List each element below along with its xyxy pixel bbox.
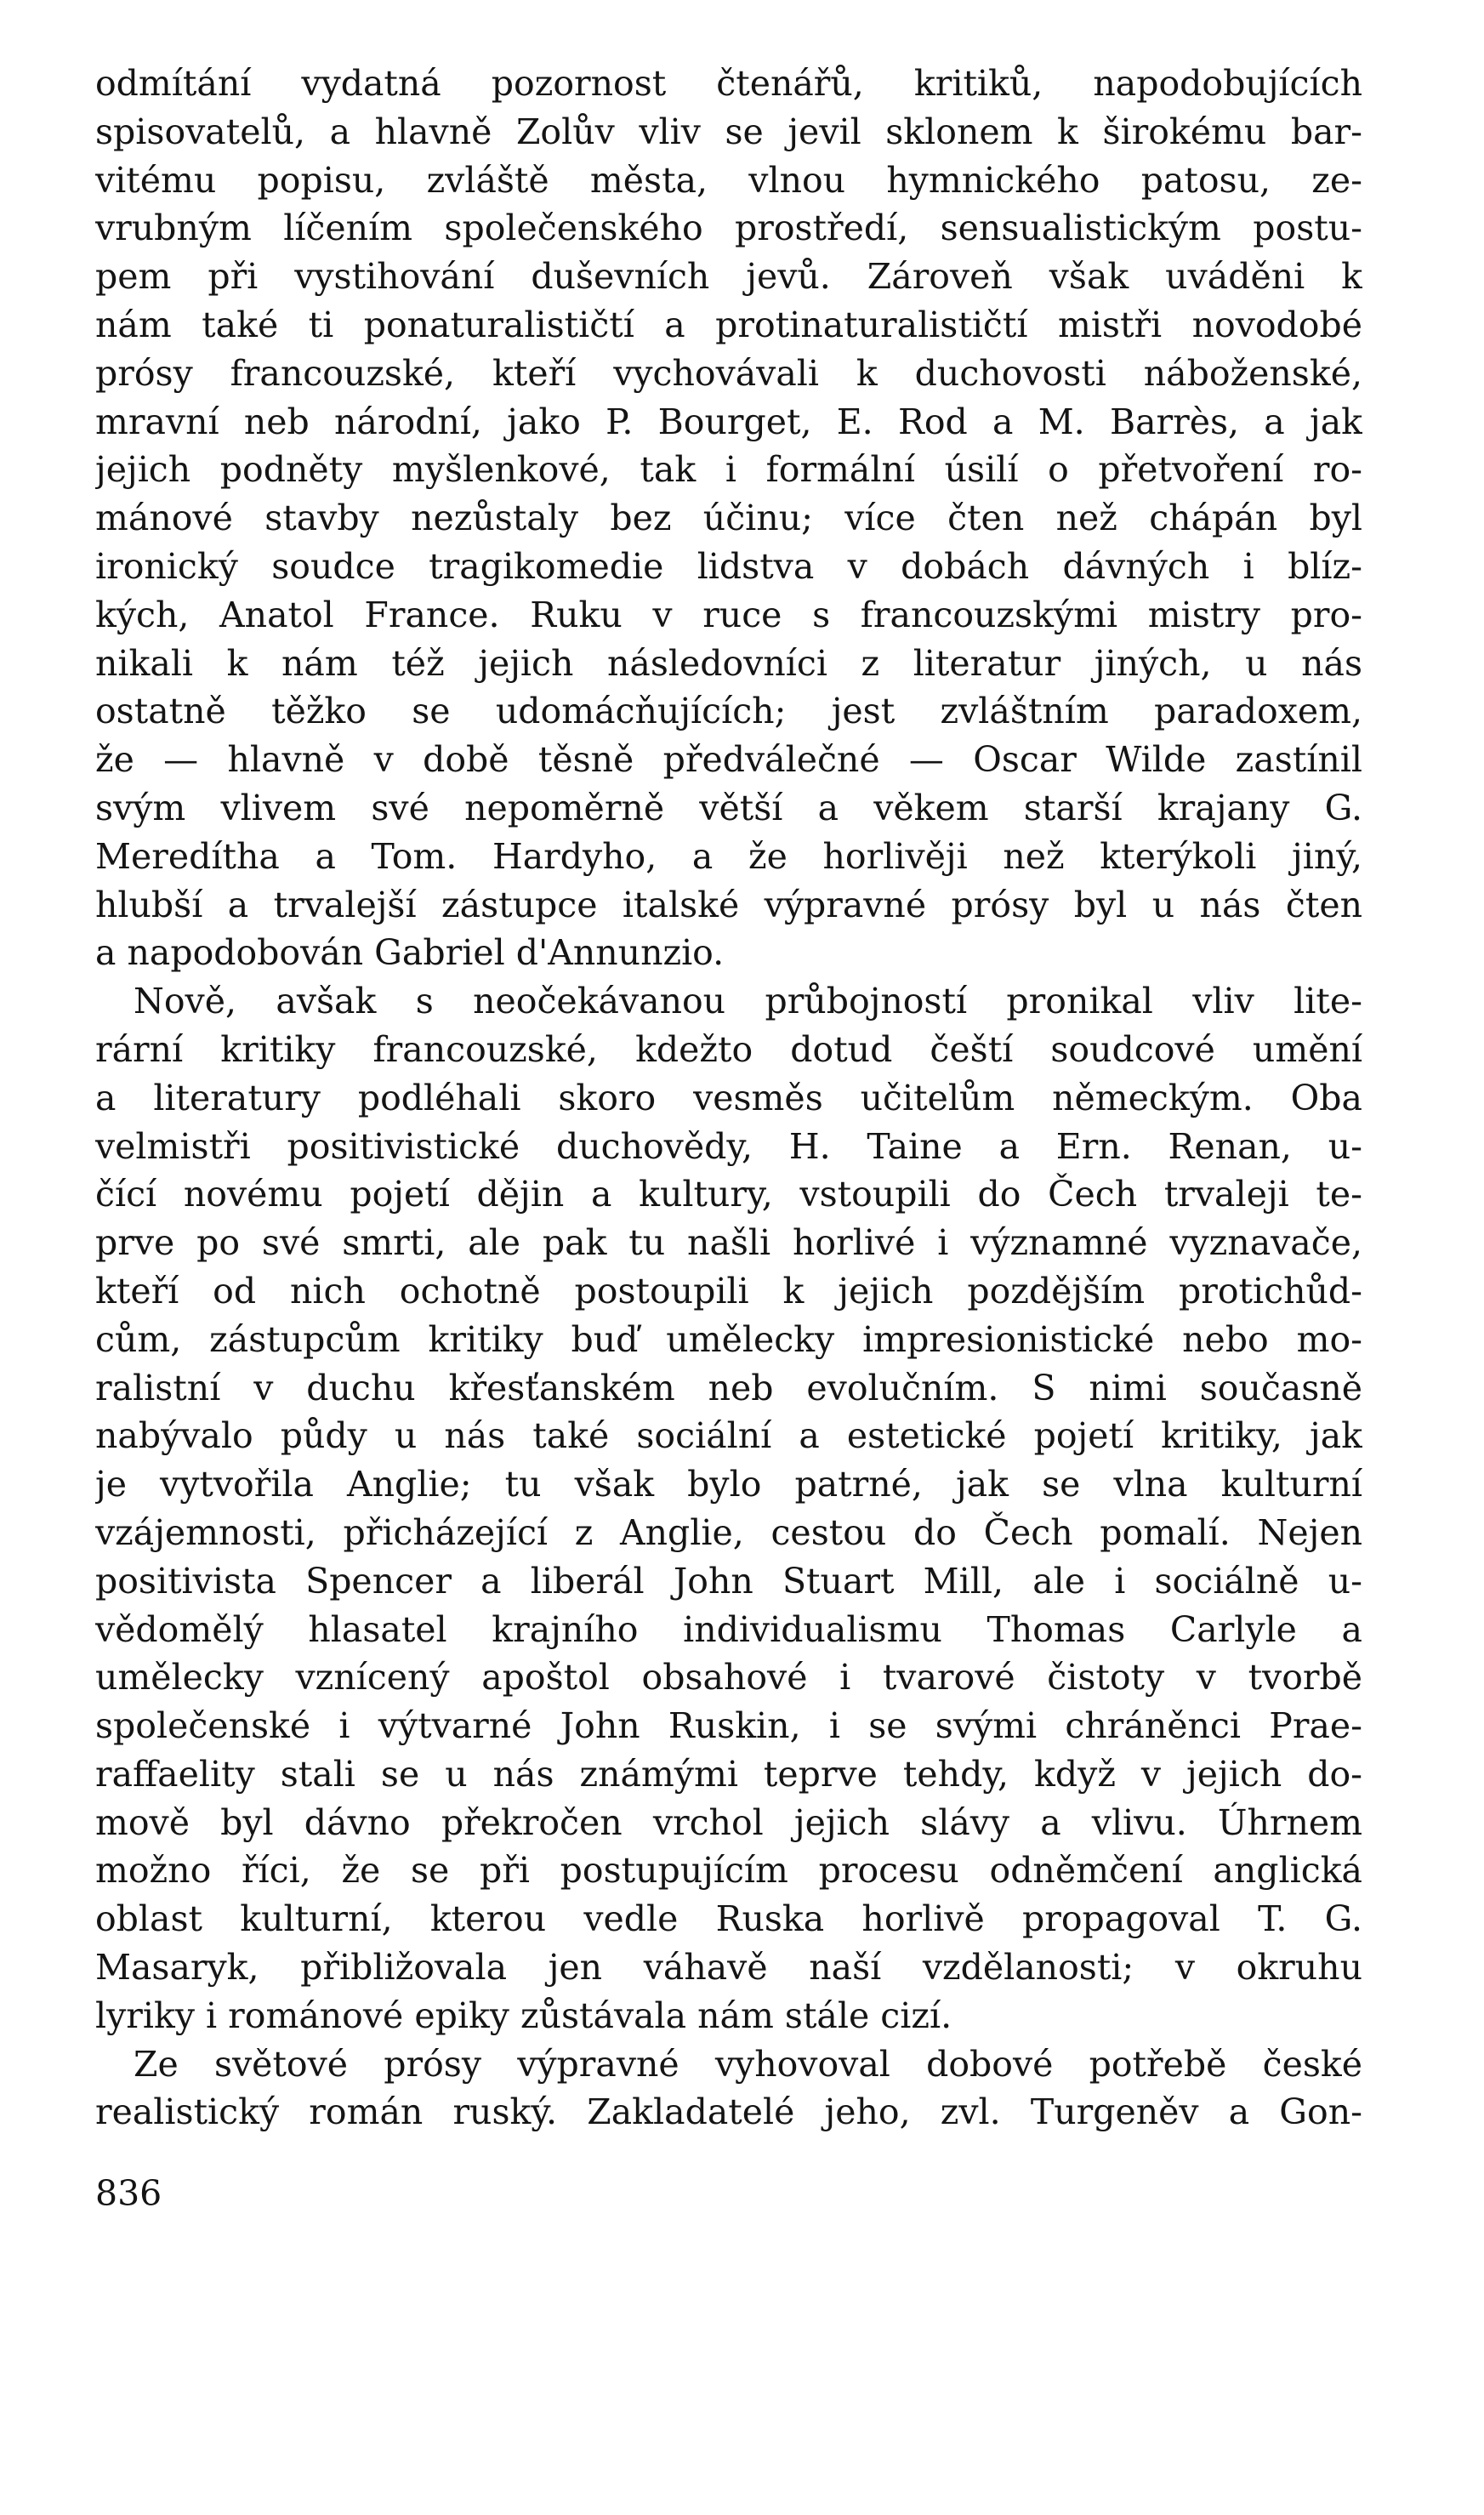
text-line: Masaryk, přibližovala jen váhavě naší vzdělanosti; v okruhu xyxy=(95,1947,1362,1989)
text-line: oblast kulturní, kterou vedle Ruska horlivě propagoval T. G. xyxy=(95,1898,1362,1940)
text-line: ralistní v duchu křesťanském neb evolučním. S nimi současně xyxy=(95,1367,1362,1408)
text-line: cům, zástupcům kritiky buď umělecky impresionistické nebo mo- xyxy=(95,1318,1362,1360)
paragraph-3 xyxy=(95,2040,1362,2137)
text-line: umělecky vznícený apoštol obsahové i tvarové čistoty v tvorbě xyxy=(95,1657,1362,1698)
text-line: nikali k nám též jejich následovníci z literatur jiných, u nás xyxy=(95,642,1362,684)
text-line: vrubným líčením společenského prostředí, sensualistickým postu- xyxy=(95,208,1362,249)
page-body xyxy=(95,60,1362,2137)
text-line: pem při vystihování duševních jevů. Zároveň však uváděni k xyxy=(95,256,1362,298)
text-line: je vytvořila Anglie; tu však bylo patrné, jak se vlna kulturní xyxy=(95,1464,1362,1505)
text-line: Nově, avšak s neočekávanou průbojností pronikal vliv lite- xyxy=(134,981,1362,1022)
text-line: jejich podněty myšlenkové, tak i formální úsilí o přetvoření ro- xyxy=(95,449,1362,491)
text-line: mově byl dávno překročen vrchol jejich slávy a vlivu. Úhrnem xyxy=(95,1801,1362,1843)
text-line: hlubší a trvalejší zástupce italské výpravné prósy byl u nás čten xyxy=(95,884,1362,925)
text-line: Meredítha a Tom. Hardyho, a že horlivěji než kterýkoli jiný, xyxy=(95,835,1362,877)
text-line: ironický soudce tragikomedie lidstva v dobách dávných i blíz- xyxy=(95,545,1362,587)
text-line: a literatury podléhali skoro vesměs učitelům německým. Oba xyxy=(95,1077,1362,1118)
text-line: vzájemnosti, přicházející z Anglie, cestou do Čech pomalí. Nejen xyxy=(95,1511,1362,1553)
text-line: realistický román ruský. Zakladatelé jeho, zvl. Turgeněv a Gon- xyxy=(95,2091,1362,2133)
text-line: prósy francouzské, kteří vychovávali k duchovosti náboženské, xyxy=(95,352,1362,394)
text-line: vědomělý hlasatel krajního individualismu Thomas Carlyle a xyxy=(95,1608,1362,1650)
text-line: positivista Spencer a liberál John Stuart Mill, ale i sociálně u- xyxy=(95,1560,1362,1602)
text-line: svým vlivem své nepoměrně větší a věkem starší krajany G. xyxy=(95,787,1362,828)
text-line: velmistři positivistické duchovědy, H. Taine a Ern. Renan, u- xyxy=(95,1125,1362,1167)
text-line: nám také ti ponaturalističtí a protinaturalističtí mistři novodobé xyxy=(95,304,1362,345)
paragraph-1 xyxy=(95,60,1362,977)
text-line: nabývalo půdy u nás také sociální a estetické pojetí kritiky, jak xyxy=(95,1415,1362,1457)
text-line: prve po své smrti, ale pak tu našli horlivé i významné vyznavače, xyxy=(95,1222,1362,1264)
paragraph-2 xyxy=(95,977,1362,2040)
page-number: 836 xyxy=(95,2173,162,2214)
text-line: spisovatelů, a hlavně Zolův vliv se jevil sklonem k širokému bar- xyxy=(95,111,1362,152)
text-line: mravní neb národní, jako P. Bourget, E. Rod a M. Barrès, a jak xyxy=(95,401,1362,442)
text-line: možno říci, že se při postupujícím procesu odněmčení anglická xyxy=(95,1850,1362,1892)
text-line: odmítání vydatná pozornost čtenářů, kritiků, napodobujících xyxy=(95,63,1362,104)
text-line: a napodobován Gabriel d'Annunzio. xyxy=(95,932,725,974)
text-line: čící novému pojetí dějin a kultury, vstoupili do Čech trvaleji te- xyxy=(95,1174,1362,1215)
text-line: společenské i výtvarné John Ruskin, i se svými chráněnci Prae- xyxy=(95,1705,1362,1747)
text-line: lyriky i románové epiky zůstávala nám stále cizí. xyxy=(95,1994,952,2036)
text-line: vitému popisu, zvláště města, vlnou hymnického patosu, ze- xyxy=(95,159,1362,201)
text-line: kých, Anatol France. Ruku v ruce s francouzskými mistry pro- xyxy=(95,594,1362,635)
text-line: že — hlavně v době těsně předválečné — Oscar Wilde zastínil xyxy=(95,739,1362,781)
text-line: kteří od nich ochotně postoupili k jejich pozdějším protichůd- xyxy=(95,1270,1362,1312)
text-line: rární kritiky francouzské, kdežto dotud čeští soudcové umění xyxy=(95,1028,1362,1070)
text-line: mánové stavby nezůstaly bez účinu; více čten než chápán byl xyxy=(95,498,1362,539)
text-line: Ze světové prósy výpravné vyhovoval dobové potřebě české xyxy=(134,2043,1362,2085)
text-line: ostatně těžko se udomácňujících; jest zvláštním paradoxem, xyxy=(95,691,1362,732)
text-line: raffaelity stali se u nás známými teprve tehdy, když v jejich do- xyxy=(95,1753,1362,1795)
